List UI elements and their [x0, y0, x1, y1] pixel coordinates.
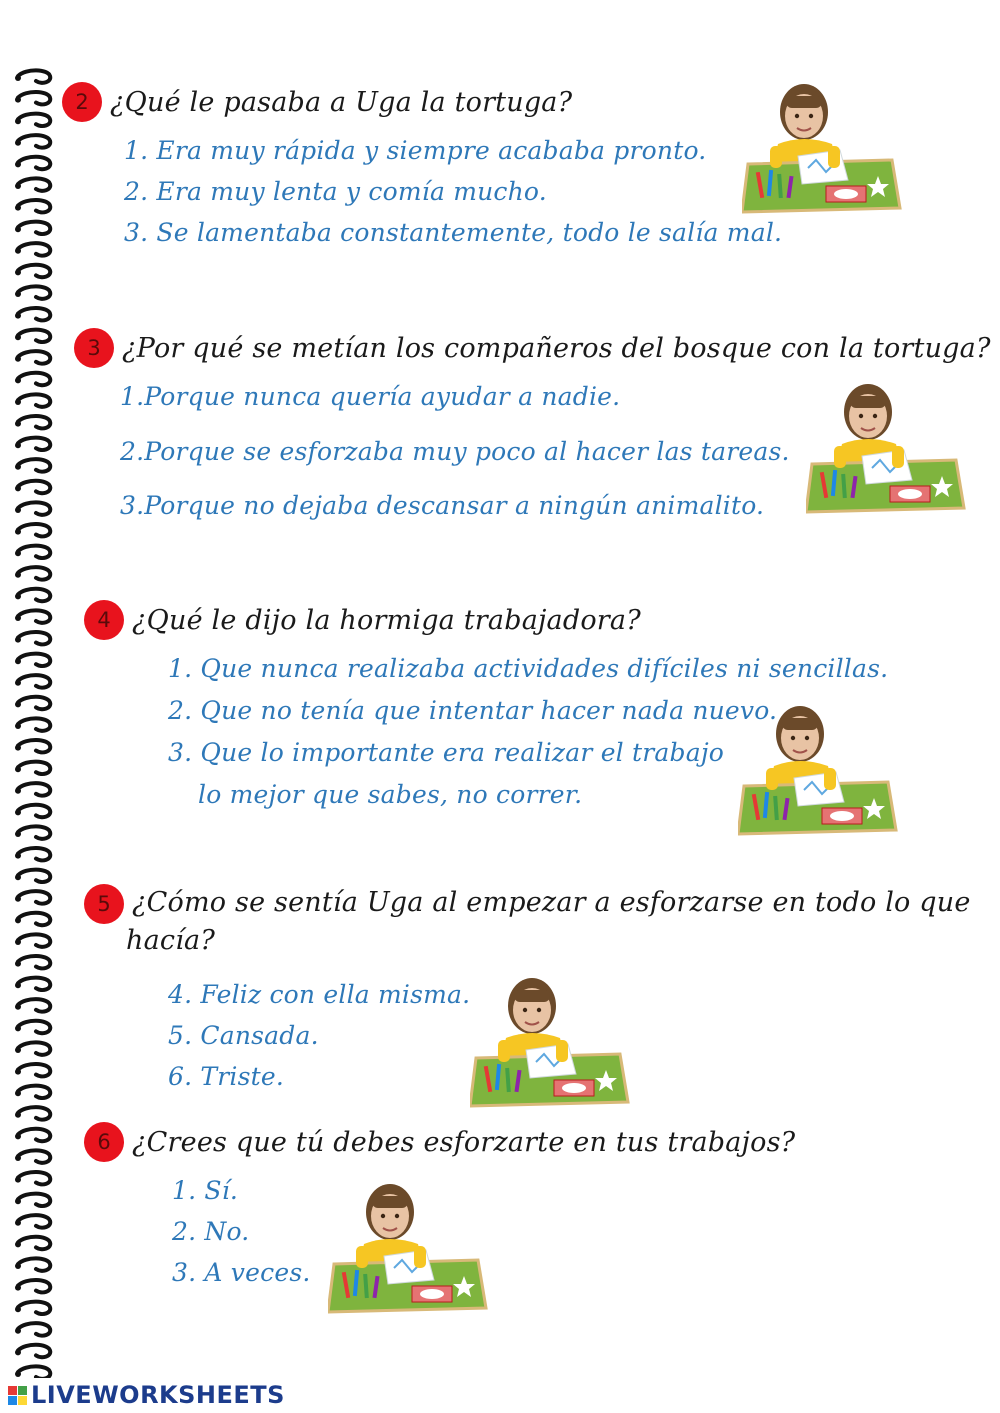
child-drawing-icon [328, 1168, 488, 1322]
child-drawing-icon [470, 962, 630, 1116]
question-4 [84, 600, 641, 640]
question-number-badge: 5 [84, 884, 124, 924]
question-text: ¿Qué le dijo la hormiga trabajadora? [132, 604, 641, 636]
child-drawing-icon [806, 368, 966, 522]
spiral-binding-icon [12, 68, 58, 1378]
option-3[interactable]: 3. Que lo importante era realizar el trabajo [168, 738, 725, 767]
option-1[interactable]: 1.Porque nunca quería ayudar a nadie. [120, 382, 621, 411]
question-number-badge: 4 [84, 600, 124, 640]
option-3[interactable]: 3.Porque no dejaba descansar a ningún animalito. [120, 491, 765, 520]
options-list-2 [124, 136, 782, 259]
option-1[interactable]: 1. Que nunca realizaba actividades difíciles ni sencillas. [168, 654, 889, 683]
question-text-block [126, 884, 971, 960]
option-1[interactable]: 1. Sí. [172, 1176, 239, 1205]
question-number-badge: 6 [84, 1122, 124, 1162]
question-number-badge: 2 [62, 82, 102, 122]
options-list-3 [120, 382, 790, 545]
option-1[interactable]: 1. Era muy rápida y siempre acababa pronto. [124, 136, 707, 165]
option-3-continued[interactable]: lo mejor que sabes, no correr. [198, 780, 583, 809]
option-5[interactable]: 5. Cansada. [168, 1021, 319, 1050]
option-2[interactable]: 2. Que no tenía que intentar hacer nada nuevo. [168, 696, 778, 725]
question-text: ¿Crees que tú debes esforzarte en tus trabajos? [132, 1126, 796, 1158]
option-6[interactable]: 6. Triste. [168, 1062, 285, 1091]
option-3[interactable]: 3. A veces. [172, 1258, 311, 1287]
option-2[interactable]: 2. Era muy lenta y comía mucho. [124, 177, 547, 206]
question-text: ¿Qué le pasaba a Uga la tortuga? [110, 86, 573, 118]
question-text-continued: hacía? [126, 925, 216, 956]
child-drawing-icon [738, 690, 898, 844]
question-text: ¿Por qué se metían los compañeros del bosque con la tortuga? [122, 332, 991, 364]
question-6 [84, 1122, 795, 1162]
question-2 [62, 82, 572, 122]
brand-name: LIVEWORKSHEETS [31, 1381, 285, 1409]
options-list-6 [172, 1176, 311, 1299]
question-5 [84, 884, 971, 960]
option-2[interactable]: 2. No. [172, 1217, 250, 1246]
option-2[interactable]: 2.Porque se esforzaba muy poco al hacer las tareas. [120, 437, 790, 466]
question-3 [74, 328, 991, 368]
options-list-5 [168, 980, 470, 1103]
question-text: ¿Cómo se sentía Uga al empezar a esforzarse en todo lo que [132, 887, 971, 918]
child-drawing-icon [742, 68, 902, 222]
option-4[interactable]: 4. Feliz con ella misma. [168, 980, 471, 1009]
footer-brand [8, 1380, 285, 1410]
liveworksheets-logo-icon [8, 1386, 27, 1405]
question-number-badge: 3 [74, 328, 114, 368]
option-3[interactable]: 3. Se lamentaba constantemente, todo le salía mal. [124, 218, 783, 247]
